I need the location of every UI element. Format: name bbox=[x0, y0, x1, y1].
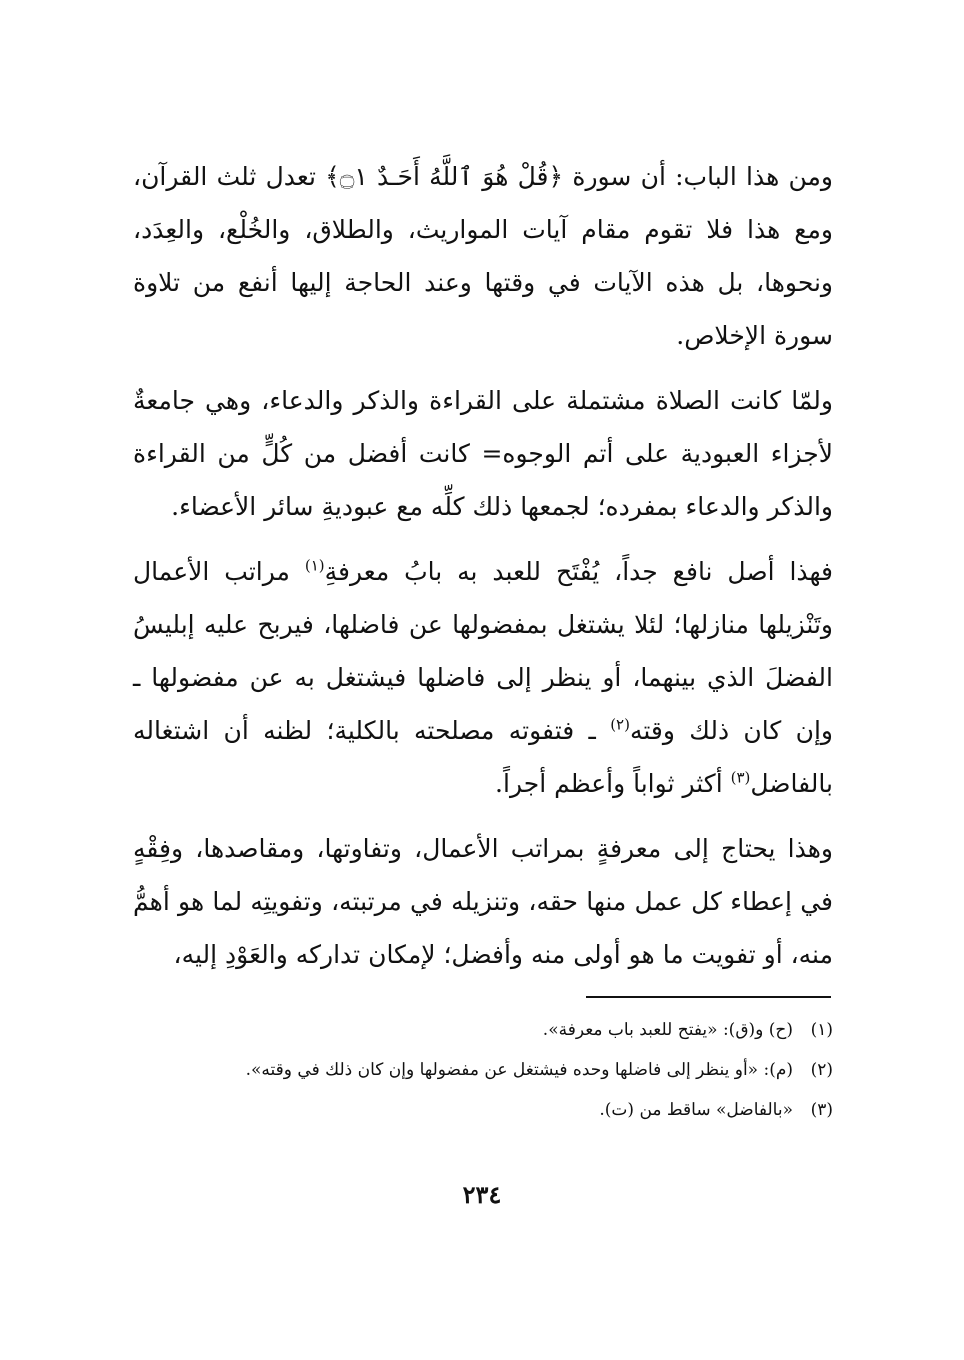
footnote-separator bbox=[586, 996, 831, 998]
footnote-number: (١) bbox=[810, 1020, 833, 1040]
paragraph-text-part: أكثر ثواباً وأعظم أجراً. bbox=[495, 769, 731, 798]
paragraph-prayer: ولمّا كانت الصلاة مشتملة على القراءة والذكر والدعاء، وهي جامعةٌ لأجزاء العبودية على أتم الوجوه= كانت أفضل من كُلٍّ من القراءة والذكر والدعاء بمفرده؛ لجمعها ذلك كلِّه مع عبوديةِ سائر الأعضاء. bbox=[133, 386, 833, 521]
paragraph-text-part: مراتب الأعمال وتَنْزيلها منازلها؛ لئلا يشتغل بمفضولها عن فاضلها، فيربح عليه إبليسُ الفضلَ الذي بينهما، أو ينظر إلى فاضلها فيشتغل به عن مفضولها ـ وإن كان ذلك وقته bbox=[133, 557, 834, 745]
main-text bbox=[133, 150, 833, 993]
footnote-item bbox=[133, 1012, 833, 1048]
footnote-ref-3[interactable]: (٣) bbox=[730, 768, 751, 787]
footnote-ref-1[interactable]: (١) bbox=[304, 556, 325, 575]
page-number: ٢٣٤ bbox=[462, 1180, 502, 1209]
footnote-ref-2[interactable]: (٢) bbox=[610, 715, 630, 734]
footnotes bbox=[133, 1012, 833, 1132]
footnote-text: (م): «أو ينظر إلى فاضلها وحده فيشتغل عن مفضولها وإن كان ذلك في وقته». bbox=[245, 1060, 793, 1080]
footnote-text: (ح) و(ق): «يفتح للعبد باب معرفة». bbox=[542, 1020, 793, 1040]
paragraph-text-part: ـ فتفوته مصلحته بالكلية؛ لظنه أن اشتغاله بالفاضل bbox=[133, 716, 833, 798]
paragraph-text-part: فهذا أصل نافع جداً، يُفْتَح للعبد به بابُ معرفةِ bbox=[324, 557, 833, 586]
paragraph-surah-ikhlas: ومن هذا الباب: أن سورة ﴿قُلْ هُوَ ٱللَّهُ أَحَـدٌ ۝١﴾ تعدل ثلث القرآن، ومع هذا فلا تقوم مقام آيات المواريث، والطلاق، والخُلْع، والعِدَد، ونحوها، بل هذه الآيات في وقتها وعند الحاجة إليها أنفع من تلاوة سورة الإخلاص. bbox=[133, 162, 833, 350]
footnote-text: «بالفاضل» ساقط من (ت). bbox=[599, 1100, 793, 1120]
footnote-item bbox=[133, 1092, 833, 1128]
paragraph-ranks-of-deeds bbox=[133, 545, 833, 810]
paragraph-knowledge: وهذا يحتاج إلى معرفةٍ بمراتب الأعمال، وتفاوتها، ومقاصدها، وفِقْهٍ في إعطاء كل عمل منها حقه، وتنزيله في مرتبته، وتفويتِه لما هو أهمُّ منه، أو تفويت ما هو أولى منه وأفضل؛ لإمكان تداركه والعَوْدِ إليه، bbox=[133, 834, 833, 969]
footnote-number: (٣) bbox=[810, 1100, 833, 1120]
footnote-number: (٢) bbox=[810, 1060, 833, 1080]
footnote-item bbox=[133, 1052, 833, 1088]
